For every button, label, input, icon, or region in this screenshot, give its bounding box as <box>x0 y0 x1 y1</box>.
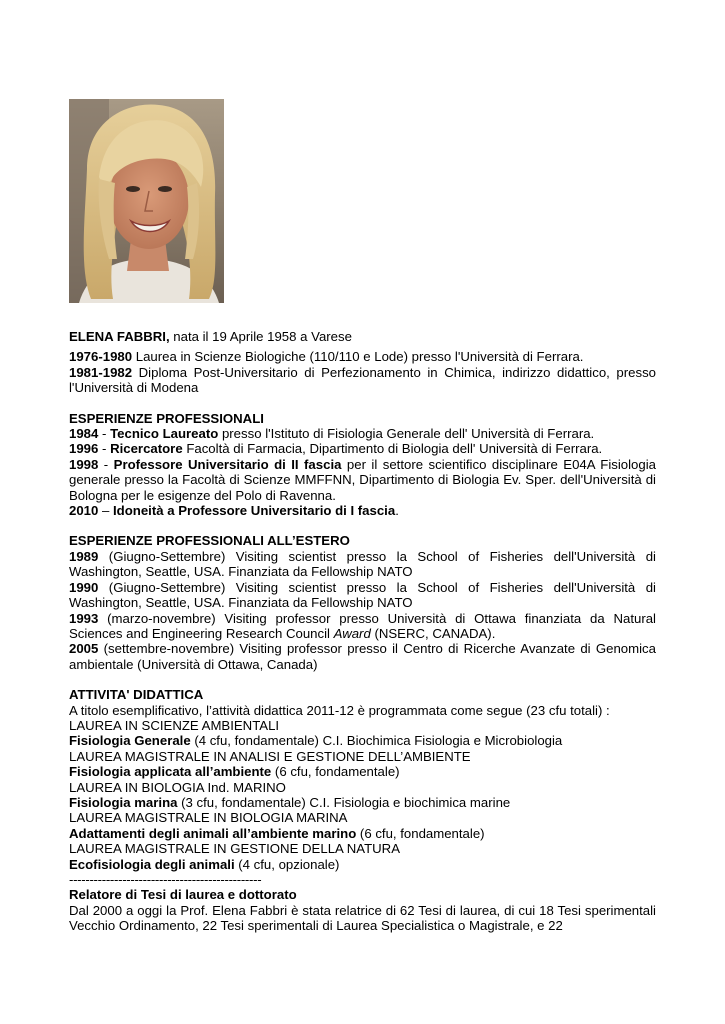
section-heading-teaching: ATTIVITA' DIDATTICA <box>69 687 204 703</box>
degree-name: LAUREA IN BIOLOGIA Ind. MARINO <box>69 779 286 795</box>
degree-name: LAUREA MAGISTRALE IN ANALISI E GESTIONE DELL’AMBIENTE <box>69 748 471 764</box>
portrait-image <box>69 99 224 303</box>
teaching-intro: A titolo esemplificativo, l’attività didattica 2011-12 è programmata come segue (23 cfu totali) : <box>69 702 610 718</box>
name-line <box>69 329 656 344</box>
cv-body <box>69 329 656 934</box>
abroad-item: 1990 (Giugno-Settembre) Visiting scientist presso la School of Fisheries dell'Università di Washington, Seattle, USA. Finanziata da Fellowship NATO <box>69 579 656 611</box>
abroad-item: 1989 (Giugno-Settembre) Visiting scientist presso la School of Fisheries dell'Università di Washington, Seattle, USA. Finanziata da Fellowship NATO <box>69 548 656 580</box>
thesis-text: Dal 2000 a oggi la Prof. Elena Fabbri è stata relatrice di 62 Tesi di laurea, di cui 18 Tesi sperimentali Vecchio Ordinamento, 22 Tesi sperimentali di Laurea Specialistica o Magistrale, e 22 <box>69 902 656 934</box>
portrait-photo <box>69 99 224 303</box>
separator-line: ----------------------------------------------- <box>69 872 262 887</box>
abroad-item: 1993 (marzo-novembre) Visiting professor presso Università di Ottawa finanziata da Natural Sciences and Engineering Research Council Award (NSERC, CANADA). <box>69 610 656 641</box>
professional-item: 1996 - Ricercatore Facoltà di Farmacia, Dipartimento di Biologia dell' Università di Ferrara. <box>69 441 603 457</box>
degree-name: LAUREA MAGISTRALE IN BIOLOGIA MARINA <box>69 810 348 826</box>
degree-name: LAUREA IN SCIENZE AMBIENTALI <box>69 717 280 733</box>
section-heading-thesis: Relatore di Tesi di laurea e dottorato <box>69 887 297 903</box>
education-year: 1976-1980 <box>69 349 133 365</box>
birth-info: nata il 19 Aprile 1958 a Varese <box>169 329 352 344</box>
abroad-item: 2005 (settembre-novembre) Visiting professor presso il Centro di Ricerche Avanzate di Genomica ambientale (Università di Ottawa, Canada) <box>69 641 656 672</box>
section-heading-abroad: ESPERIENZE PROFESSIONALI ALL’ESTERO <box>69 533 350 549</box>
course-item: Adattamenti degli animali all’ambiente marino (6 cfu, fondamentale) <box>69 825 485 841</box>
education-item <box>69 365 656 396</box>
course-item: Ecofisiologia degli animali (4 cfu, opzionale) <box>69 856 340 872</box>
education-text: Diploma Post-Universitario di Perfezionamento in Chimica, indirizzo didattico, presso l'Università di Modena <box>69 364 656 396</box>
course-item: Fisiologia marina (3 cfu, fondamentale) C.I. Fisiologia e biochimica marine <box>69 794 511 810</box>
education-item <box>69 349 656 364</box>
degree-name: LAUREA MAGISTRALE IN GESTIONE DELLA NATURA <box>69 841 400 857</box>
professional-item: 1998 - Professore Universitario di II fascia per il settore scientifico disciplinare E04A Fisiologia generale presso la Facoltà di Scienze MMFFNN, Dipartimento di Biologia Ev. Sper. dell'Università di Bologna per le esigenze del Polo di Ravenna. <box>69 456 656 503</box>
course-item: Fisiologia applicata all’ambiente (6 cfu, fondamentale) <box>69 764 400 780</box>
course-item: Fisiologia Generale (4 cfu, fondamentale) C.I. Biochimica Fisiologia e Microbiologia <box>69 733 563 749</box>
professional-item: 2010 – Idoneità a Professore Universitario di I fascia. <box>69 503 399 519</box>
education-text: Laurea in Scienze Biologiche (110/110 e Lode) presso l'Università di Ferrara. <box>132 349 584 365</box>
section-heading-professional: ESPERIENZE PROFESSIONALI <box>69 410 264 426</box>
education-year: 1981-1982 <box>69 364 133 380</box>
professional-item: 1984 - Tecnico Laureato presso l'Istituto di Fisiologia Generale dell' Università di Ferrara. <box>69 426 595 442</box>
person-name: ELENA FABBRI, <box>69 329 170 344</box>
